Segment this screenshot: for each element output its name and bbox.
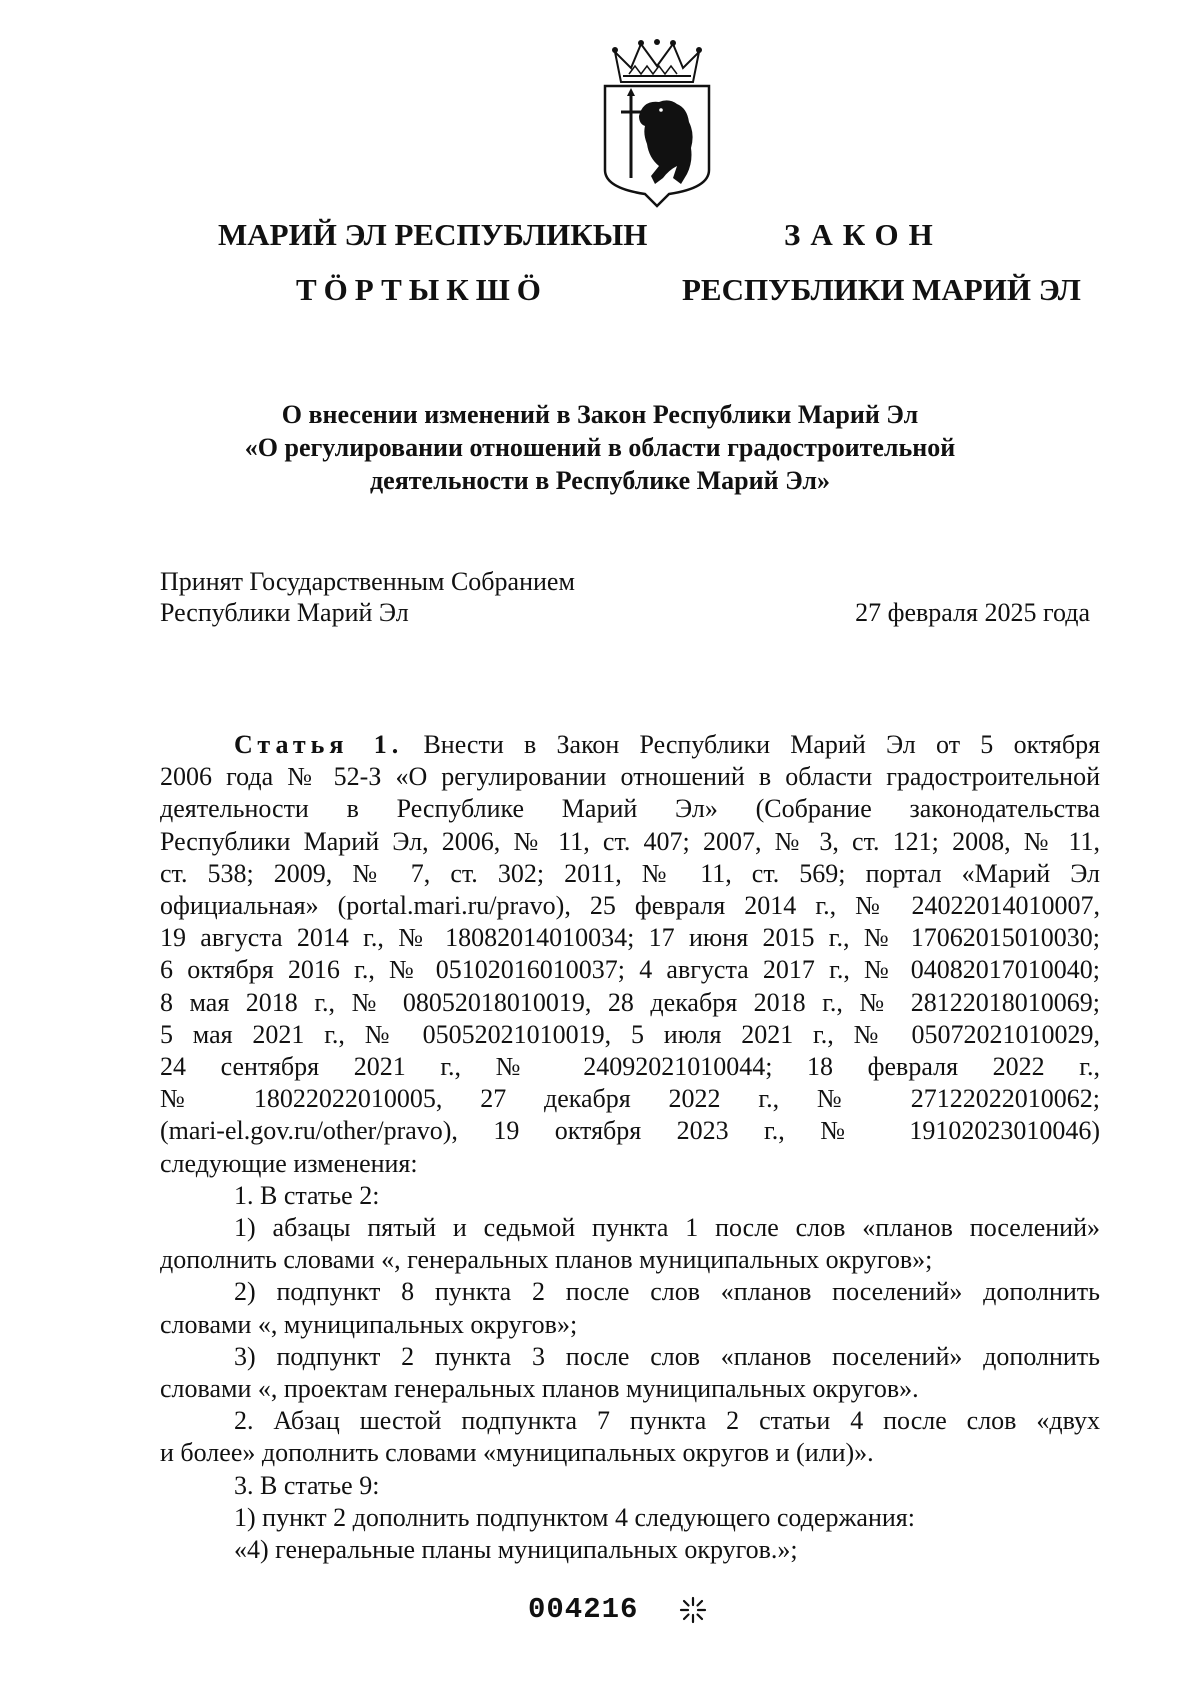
article-label: Статья 1. (234, 730, 404, 759)
item-2-line: 2. Абзац шестой подпункта 7 пункта 2 статьи 4 после слов «двух (234, 1406, 1100, 1436)
header-mari-title-line1: МАРИЙ ЭЛ РЕСПУБЛИКЫН (218, 217, 648, 252)
article-line: 6 октября 2016 г., № 05102016010037; 4 августа 2017 г., № 04082017010040; (160, 955, 1100, 985)
asterisk-mark-icon (679, 1596, 707, 1624)
document-body (160, 729, 1100, 1566)
article-line: 24 сентября 2021 г., № 24092021010044; 18 февраля 2022 г., (160, 1052, 1100, 1082)
law-title (150, 398, 1050, 497)
article-line: 19 августа 2014 г., № 18082014010034; 17 июня 2015 г., № 17062015010030; (160, 923, 1100, 953)
law-title-line: О внесении изменений в Закон Республики Марий Эл (281, 400, 919, 429)
article-line: 5 мая 2021 г., № 05052021010019, 5 июля 2021 г., № 05072021010029, (160, 1019, 1100, 1049)
adoption-line1: Принят Государственным Собранием (160, 567, 575, 596)
item-2-line: и более» дополнить словами «муниципальных округов и (или)». (160, 1438, 874, 1468)
article1-first-line (160, 729, 1100, 761)
item-1-2-line: словами «, муниципальных округов»; (160, 1309, 578, 1339)
article-line: деятельности в Республике Марий Эл» (Собрание законодательства (160, 794, 1100, 824)
article-line: Республики Марий Эл, 2006, № 11, ст. 407; 2007, № 3, ст. 121; 2008, № 11, (160, 826, 1100, 856)
article-text: Внести в Закон Республики Марий Эл от 5 октября (423, 730, 1101, 759)
coat-of-arms-icon (599, 38, 715, 208)
header-russian-title-line1: ЗАКОН (784, 217, 943, 252)
article-line: (mari-el.gov.ru/other/pravo), 19 октября 2023 г., № 19102023010046) (160, 1116, 1100, 1146)
article-line: ст. 538; 2009, № 7, ст. 302; 2011, № 11, ст. 569; портал «Марий Эл (160, 858, 1100, 888)
item-1-3-line: 3) подпункт 2 пункта 3 после слов «планов поселений» дополнить (234, 1341, 1100, 1371)
item-1-2-line: 2) подпункт 8 пункта 2 после слов «планов поселений» дополнить (234, 1277, 1100, 1307)
header-russian-title-line2: РЕСПУБЛИКИ МАРИЙ ЭЛ (682, 272, 1081, 307)
adoption-date: 27 февраля 2025 года (855, 598, 1090, 627)
item-3: 3. В статье 9: (234, 1470, 380, 1500)
law-title-line: деятельности в Республике Марий Эл» (370, 466, 830, 495)
article-line: 2006 года № 52-З «О регулировании отношений в области градостроительной (160, 762, 1100, 792)
item-1: 1. В статье 2: (234, 1180, 380, 1210)
adoption-line2: Республики Марий Эл (160, 598, 409, 627)
item-1-1-line: дополнить словами «, генеральных планов муниципальных округов»; (160, 1245, 933, 1275)
item-3-1: 1) пункт 2 дополнить подпунктом 4 следующего содержания: (234, 1502, 915, 1532)
item-1-3-line: словами «, проектам генеральных планов муниципальных округов». (160, 1374, 919, 1404)
header-mari-title-line2: ТӦРТЫКШӦ (296, 272, 548, 307)
serial-number: 004216 (528, 1593, 639, 1626)
article-line: официальная» (portal.mari.ru/pravo), 25 февраля 2014 г., № 24022014010007, (160, 891, 1100, 921)
article-line: 8 мая 2018 г., № 08052018010019, 28 декабря 2018 г., № 28122018010069; (160, 987, 1100, 1017)
article-line: следующие изменения: (160, 1148, 418, 1178)
article-line: № 18022022010005, 27 декабря 2022 г., № 27122022010062; (160, 1084, 1100, 1114)
item-3-1-quote: «4) генеральные планы муниципальных округов.»; (234, 1535, 798, 1565)
law-title-line: «О регулировании отношений в области градостроительной (244, 433, 956, 462)
item-1-1-line: 1) абзацы пятый и седьмой пункта 1 после слов «планов поселений» (234, 1213, 1100, 1243)
